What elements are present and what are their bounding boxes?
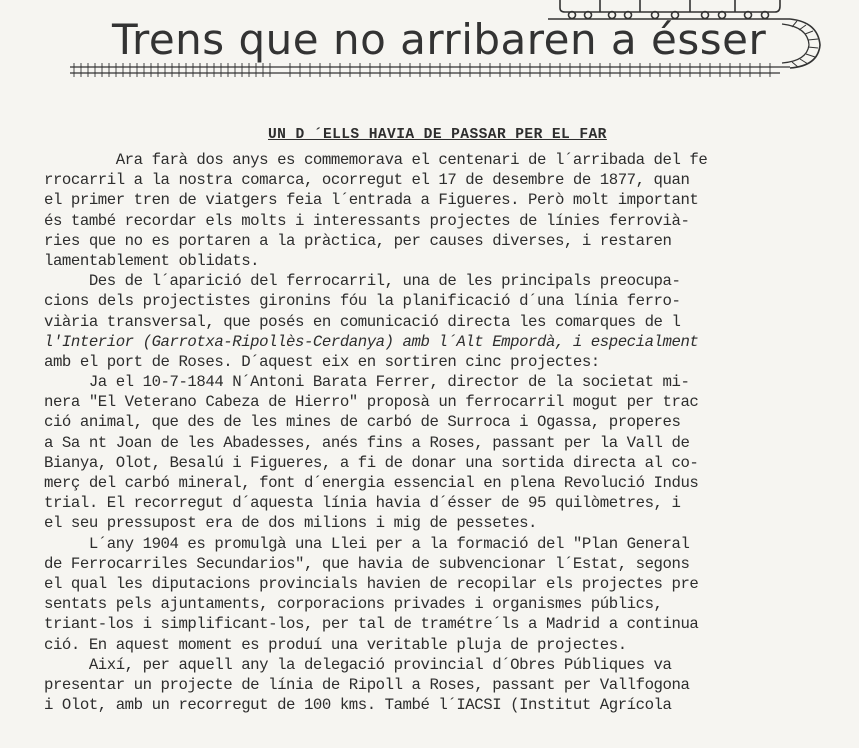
text-line: cions dels projectistes gironins fóu la planificació d´una línia ferro-	[44, 292, 681, 311]
text-line: merç del carbó mineral, font d´energia essencial en plena Revolució Indus	[44, 474, 699, 492]
text-line: presentar un projecte de línia de Ripoll a Roses, passant per Vallfogona	[44, 675, 690, 694]
text-line: L´any 1904 es promulgà una Llei per a la formació del "Plan General	[44, 534, 690, 553]
page-title: Trens que no arribaren a ésser	[112, 15, 767, 64]
text-line: Bianya, Olot, Besalú i Figueres, a fi de donar una sortida directa al co-	[44, 453, 699, 472]
text-line: ció animal, que des de les mines de carbó de Surroca i Ogassa, properes	[44, 413, 681, 432]
text-line: i Olot, amb un recorregut de 100 kms. També l´IACSI (Institut Agrícola	[44, 696, 672, 715]
text-line: el primer tren de viatgers feia l´entrada a Figueres. Però molt important	[44, 191, 699, 210]
text-line: ries que no es portaren a la pràctica, per causes diverses, i restaren	[44, 231, 672, 250]
text-line: el seu pressupost era de dos milions i mig de pessetes.	[44, 514, 538, 533]
text-line: sentats pels ajuntaments, corporacions privades i organismes públics,	[44, 595, 663, 614]
text-line: l'Interior (Garrotxa-Ripollès-Cerdanya) amb l´Alt Empordà, i especialment	[44, 332, 699, 351]
text-line: amb el port de Roses. D´aquest eix en sortiren cinc projectes:	[44, 352, 600, 371]
text-line: rrocarril a la nostra comarca, ocorregut el 17 de desembre de 1877, quan	[44, 171, 690, 190]
text-line: Així, per aquell any la delegació provincial d´Obres Públiques va	[44, 655, 672, 674]
text-line: Des de l´aparició del ferrocarril, una de les principals preocupa-	[44, 272, 681, 291]
text-line: de Ferrocarriles Secundarios", que havia de subvencionar l´Estat, segons	[44, 554, 690, 573]
article-subtitle: UN D ´ELLS HAVIA DE PASSAR PER EL FAR	[268, 127, 607, 143]
text-line: triant-los i simplificant-los, per tal de tramétre´ls a Madrid a continua	[44, 615, 699, 634]
text-line: lamentablement oblidats.	[44, 251, 260, 270]
text-line: Ja el 10-7-1844 N´Antoni Barata Ferrer, director de la societat mi-	[44, 373, 690, 392]
text-line: a Sa nt Joan de les Abadesses, anés fins a Roses, passant per la Vall de	[44, 433, 690, 452]
article-body	[44, 150, 844, 715]
text-line: el qual les diputacions provincials havien de recopilar els projectes pre	[44, 574, 699, 593]
curved-track-icon	[782, 19, 820, 68]
text-line: és també recordar els molts i interessants projectes de línies ferrovià-	[44, 211, 690, 230]
text-line: Ara farà dos anys es commemorava el centenari de l´arribada del fe	[44, 151, 708, 169]
text-line: nera "El Veterano Cabeza de Hierro" proposà un ferrocarril mogut per trac	[44, 393, 699, 412]
text-line: ció. En aquest moment es produí una veritable pluja de projectes.	[44, 635, 627, 654]
text-line: viària transversal, que posés en comunicació directa les comarques de l	[44, 312, 681, 331]
text-line: trial. El recorregut d´aquesta línia havia d´ésser de 95 quilòmetres, i	[44, 494, 681, 513]
